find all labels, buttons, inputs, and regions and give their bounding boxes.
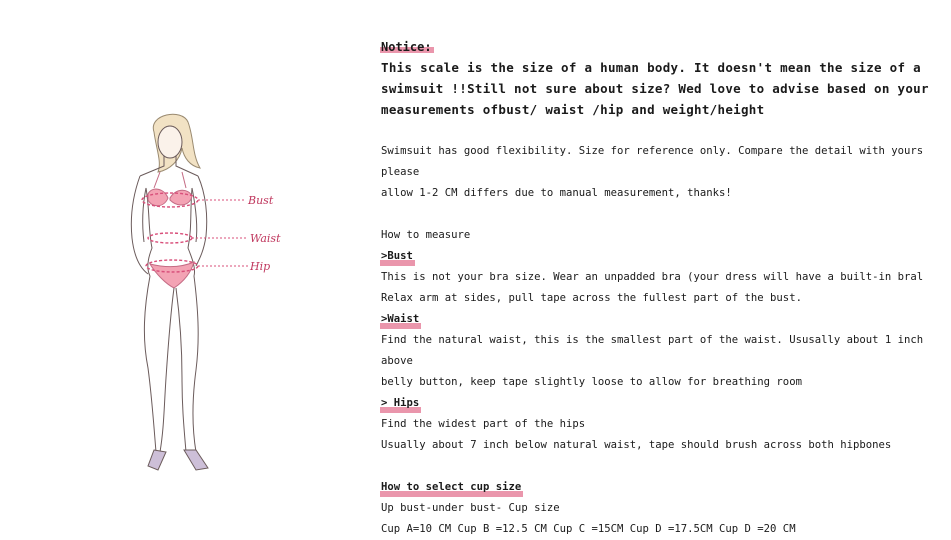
bust-label: Bust [248, 194, 274, 207]
bikini-bottom [150, 262, 194, 288]
left-leg [144, 276, 156, 452]
notice-line: This scale is the size of a human body. It doesn't mean the size of a [381, 60, 921, 75]
hips-heading: > Hips [381, 393, 419, 414]
notice-line: measurements ofbust/ waist /hip and weight/height [381, 102, 765, 117]
right-leg [193, 276, 198, 452]
waist-heading: >Waist [381, 309, 419, 330]
right-arm [196, 176, 207, 266]
waist-measure-line [148, 233, 192, 243]
bikini-top [148, 189, 192, 206]
bust-instruction: Relax arm at sides, pull tape across the fullest part of the bust. [381, 292, 802, 304]
waist-label: Waist [250, 232, 281, 245]
notice-line: swimsuit !!Still not sure about size? Wed love to advise based on your [381, 81, 929, 96]
face [158, 126, 182, 158]
bust-instruction: This is not your bra size. Wear an unpadded bra (your dress will have a built-in bral [381, 271, 924, 283]
waist-instruction: Find the natural waist, this is the smallest part of the waist. Ususally about 1 inch above [381, 334, 924, 367]
bust-heading: >Bust [381, 246, 413, 267]
left-shoe [148, 450, 166, 470]
flexibility-line: allow 1-2 CM differs due to manual measurement, thanks! [381, 187, 732, 199]
notice-title: Notice: [381, 40, 432, 54]
cup-size-values: Cup A=10 CM Cup B =12.5 CM Cup C =15CM Cup D =17.5CM Cup D =20 CM [381, 523, 796, 535]
cup-size-heading: How to select cup size [381, 477, 521, 498]
fashion-figure-drawing [96, 108, 320, 478]
hips-instruction: Usually about 7 inch below natural waist, tape should brush across both hipbones [381, 439, 892, 451]
waist-instruction: belly button, keep tape slightly loose to allow for breathing room [381, 376, 802, 388]
body-measurement-illustration [96, 108, 320, 478]
how-to-measure-title: How to measure [381, 229, 471, 241]
right-shoe [184, 450, 208, 470]
size-guide-text [381, 40, 941, 540]
flexibility-line: Swimsuit has good flexibility. Size for reference only. Compare the detail with yours please [381, 145, 924, 178]
hips-instruction: Find the widest part of the hips [381, 418, 586, 430]
notice-heading [381, 40, 941, 57]
hip-label: Hip [250, 260, 271, 273]
cup-size-formula: Up bust-under bust- Cup size [381, 502, 560, 514]
